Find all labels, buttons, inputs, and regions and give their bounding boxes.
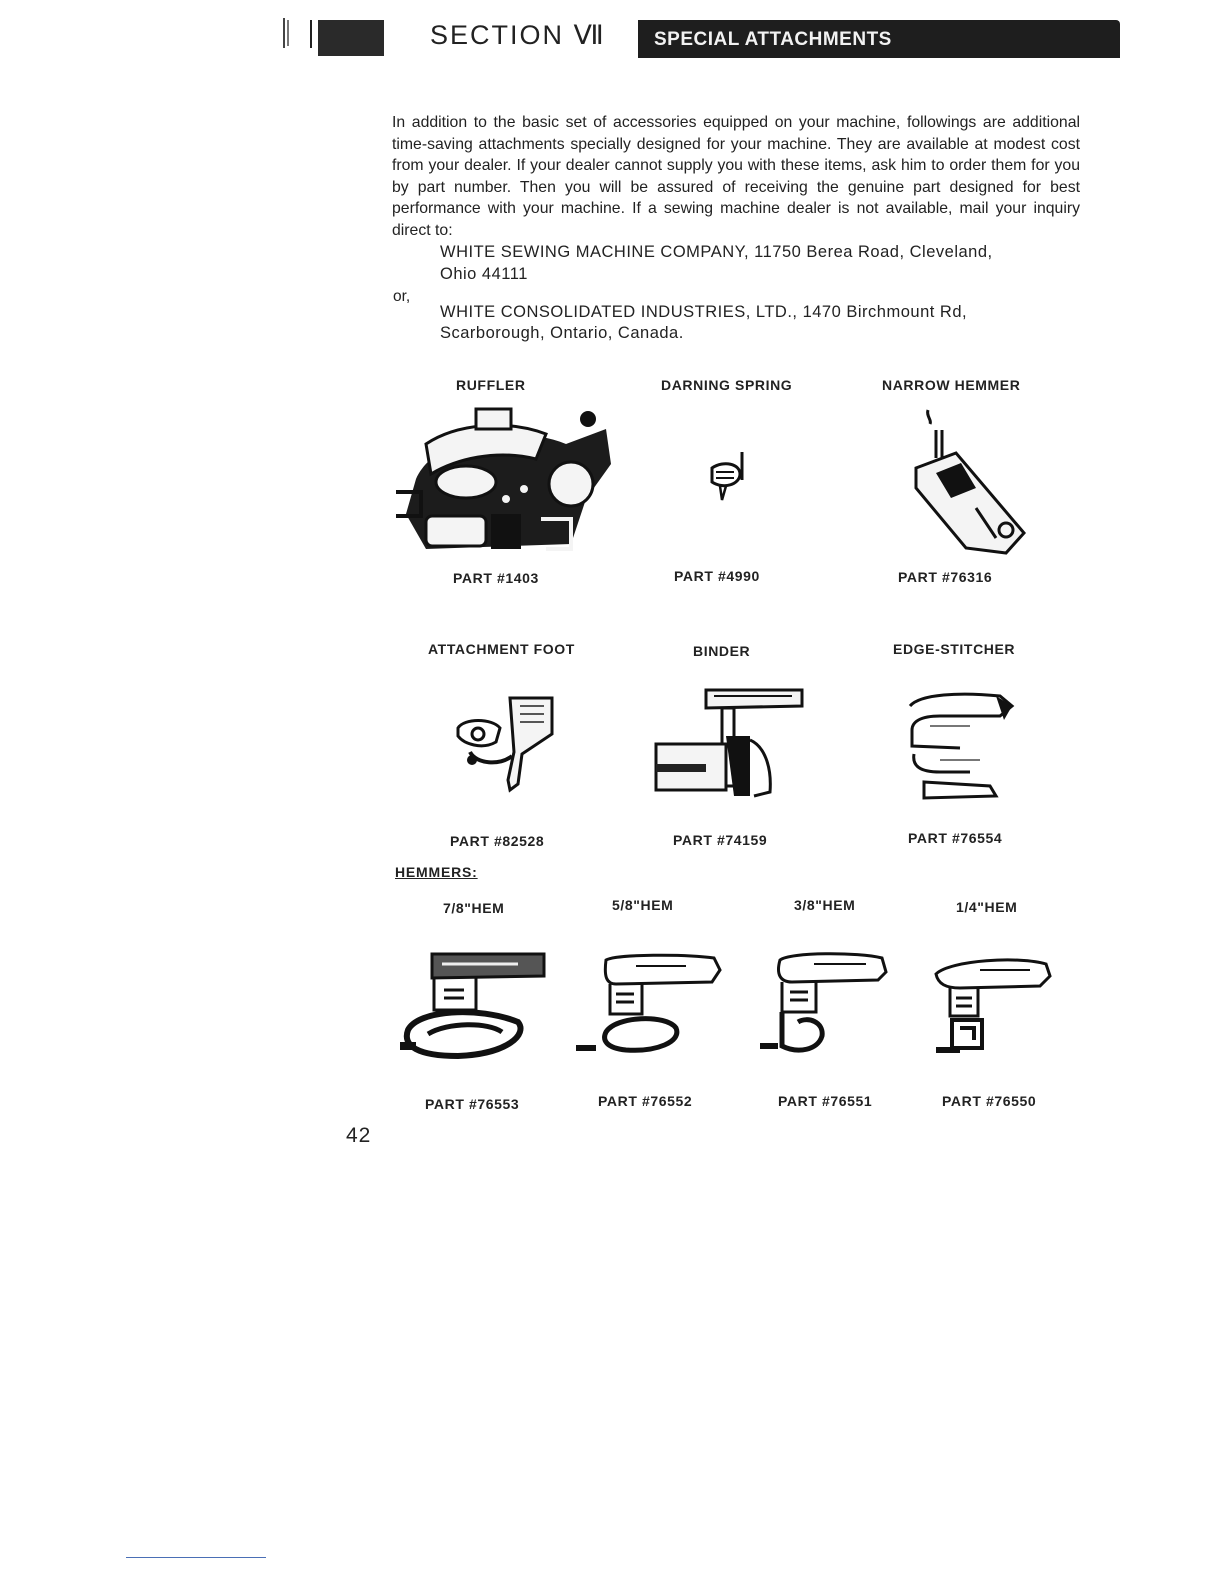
attachment-foot-label: ATTACHMENT FOOT	[428, 641, 575, 657]
address-1-line-1: WHITE SEWING MACHINE COMPANY, 11750 Berea Road, Cleveland,	[440, 243, 993, 261]
narrow-hemmer-label: NARROW HEMMER	[882, 377, 1021, 393]
attachment-foot-illustration	[452, 694, 556, 792]
hem-3-8-part-number: PART #76551	[778, 1093, 873, 1109]
binder-part-number: PART #74159	[673, 832, 768, 848]
section-label: SECTION Ⅶ	[430, 20, 606, 50]
hem-3-8-illustration	[758, 950, 890, 1058]
or-label: or,	[393, 288, 411, 305]
hemmers-heading: HEMMERS:	[395, 864, 478, 880]
hem-1-4-label: 1/4"HEM	[956, 899, 1018, 915]
hem-5-8-part-number: PART #76552	[598, 1093, 693, 1109]
section-title: SPECIAL ATTACHMENTS	[654, 29, 892, 50]
darning-spring-label: DARNING SPRING	[661, 377, 793, 393]
address-1-line-2: Ohio 44111	[440, 265, 528, 283]
page-number: 42	[346, 1124, 372, 1147]
narrow-hemmer-part-number: PART #76316	[898, 569, 993, 585]
header-block	[318, 20, 384, 56]
hem-1-4-illustration	[930, 954, 1056, 1058]
hem-7-8-illustration	[398, 950, 548, 1062]
ruffler-label: RUFFLER	[456, 377, 526, 393]
hem-3-8-label: 3/8"HEM	[794, 897, 856, 913]
hem-7-8-part-number: PART #76553	[425, 1096, 520, 1112]
binder-label: BINDER	[693, 643, 751, 659]
hem-1-4-part-number: PART #76550	[942, 1093, 1037, 1109]
hem-7-8-label: 7/8"HEM	[443, 900, 505, 916]
darning-spring-part-number: PART #4990	[674, 568, 760, 584]
edge-stitcher-illustration	[900, 686, 1016, 804]
header-rule	[310, 20, 312, 48]
footer-rule	[126, 1557, 266, 1558]
address-2-line-1: WHITE CONSOLIDATED INDUSTRIES, LTD., 1470 Birchmount Rd,	[440, 303, 968, 321]
narrow-hemmer-illustration	[906, 408, 1028, 556]
hem-5-8-label: 5/8"HEM	[612, 897, 674, 913]
darning-spring-illustration	[704, 450, 748, 504]
ruffler-part-number: PART #1403	[453, 570, 539, 586]
hem-5-8-illustration	[576, 952, 724, 1056]
intro-paragraph: In addition to the basic set of accessories equipped on your machine, followings are additional time-saving attachments specially designed for your machine. They are available at modest cost from your dealer. If your dealer cannot supply you with these items, ask him to order them for you by part number. Then you will be assured of receiving the genuine part designed for best performance with your machine. If a sewing machine dealer is not available, mail your inquiry direct to:	[392, 114, 1080, 239]
edge-stitcher-part-number: PART #76554	[908, 830, 1003, 846]
ruffler-illustration	[396, 404, 616, 556]
address-2-line-2: Scarborough, Ontario, Canada.	[440, 324, 684, 342]
header-margin-marks	[283, 18, 293, 50]
edge-stitcher-label: EDGE-STITCHER	[893, 641, 1016, 657]
binder-illustration	[654, 686, 806, 802]
attachment-foot-part-number: PART #82528	[450, 833, 545, 849]
